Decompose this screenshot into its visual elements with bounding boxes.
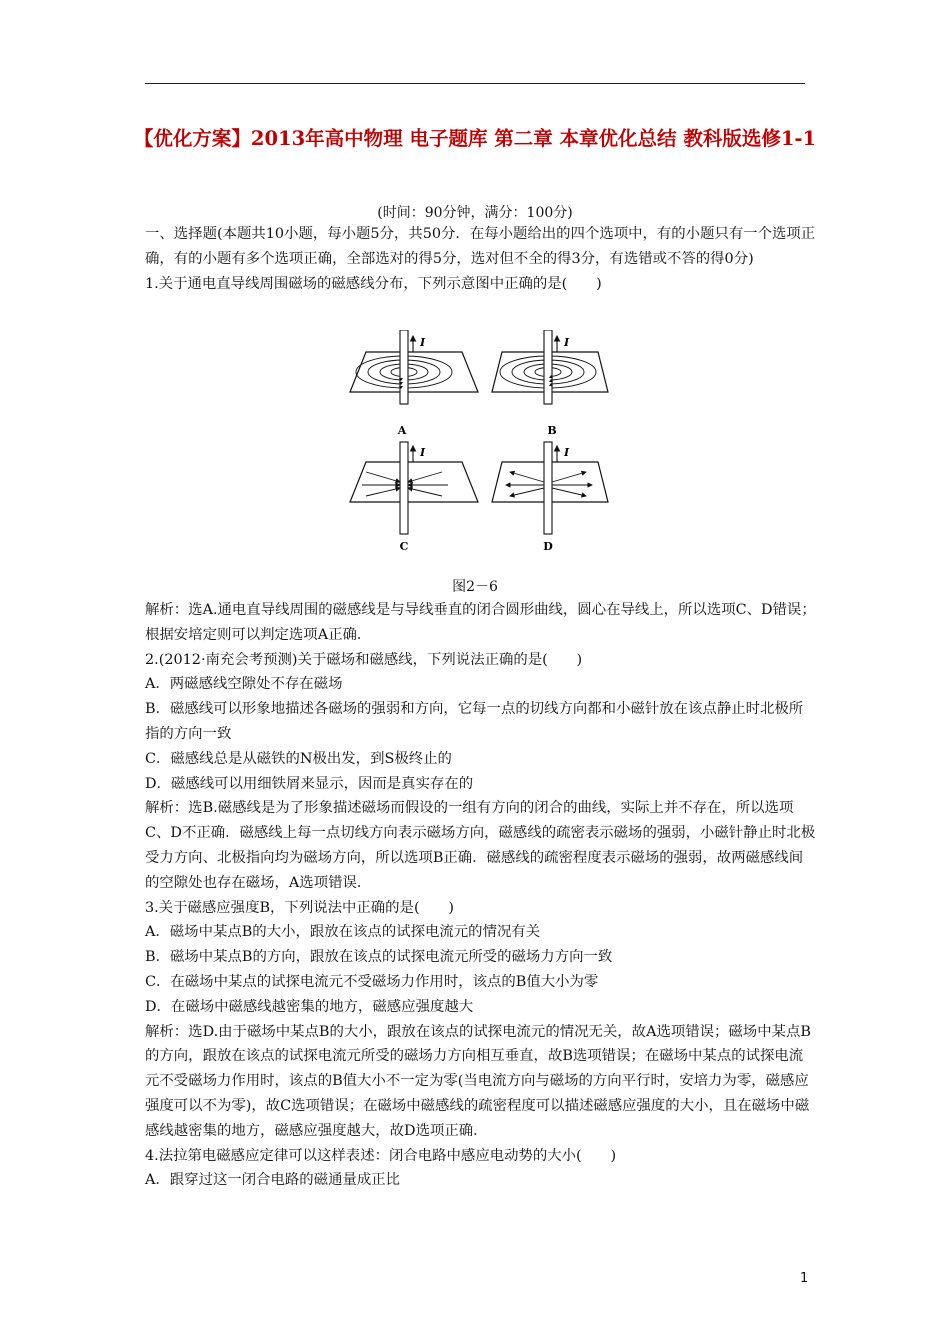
question-1: 1.关于通电直导线周围磁场的磁感线分布，下列示意图中正确的是( ): [145, 275, 602, 292]
panel-label-c: C: [399, 540, 409, 553]
time-score-line: (时间：90分钟，满分：100分): [377, 205, 573, 221]
q3-option-c: C．在磁场中某点的试探电流元不受磁场力作用时，该点的B值大小为零: [145, 973, 599, 990]
question-3: 3.关于磁感应强度B，下列说法中正确的是( ): [145, 899, 454, 916]
current-label-c: I: [420, 446, 426, 459]
answer-2: 解析：选B.磁感线是为了形象描述磁场而假设的一组有方向的闭合的曲线，实际上并不存在，所以选项C、D不正确．磁感线上每一点切线方向表示磁场方向，磁感线的疏密表示磁场的强弱，小磁针静止时北极受力方向、北极指向均为磁场方向，所以选项B正确．磁感线的疏密程度表示磁场的强弱，故两磁感线间的空隙处也存在磁场，A选项错误．: [145, 800, 816, 891]
q2-option-b: B．磁感线可以形象地描述各磁场的强弱和方向，它每一点的切线方向都和小磁针放在该点静止时北极所指的方向一致: [145, 701, 804, 742]
document-title: 【优化方案】2013年高中物理 电子题库 第二章 本章优化总结 教科版选修1-1: [133, 127, 817, 150]
q3-option-d: D．在磁场中磁感线越密集的地方，磁感应强度越大: [145, 998, 474, 1015]
q4-option-a: A．跟穿过这一闭合电路的磁通量成正比: [145, 1172, 401, 1189]
current-label-d: I: [564, 446, 570, 459]
header-rule: [145, 83, 805, 84]
figure-caption: 图2－6: [452, 579, 498, 595]
section-instructions: 一、选择题(本题共10小题，每小题5分，共50分．在每小题给出的四个选项中，有的小题只有一个选项正确，有的小题有多个选项正确，全部选对的得5分，选对但不全的得3分，有选错或不答的得0分): [145, 226, 816, 267]
current-label-a: I: [420, 336, 426, 349]
q2-option-a: A．两磁感线空隙处不存在磁场: [145, 676, 343, 693]
panel-a: [350, 330, 478, 437]
q2-option-d: D．磁感线可以用细铁屑来显示，因而是真实存在的: [145, 775, 474, 792]
panel-label-b: B: [547, 424, 557, 437]
panel-label-a: A: [397, 424, 407, 437]
panel-b: [492, 330, 608, 437]
intro-block: [145, 222, 817, 296]
questions-block: [145, 598, 817, 1193]
q3-option-b: B．磁场中某点B的方向，跟放在该点的试探电流元所受的磁场力方向一致: [145, 949, 613, 966]
magnetic-field-figure: [344, 330, 610, 556]
panel-d: [492, 442, 608, 553]
answer-3: 解析：选D.由于磁场中某点B的大小，跟放在该点的试探电流元的情况无关，故A选项错误；磁场中某点B的方向，跟放在该点的试探电流元所受的磁场力方向相互垂直，故B选项错误；在磁场中某点的试探电流元不受磁场力作用时，该点的B值大小不一定为零(当电流方向与磁场的方向平行时，安培力为零，磁感应强度可以不为零)，故C选项错误；在磁场中磁感线的疏密程度可以描述磁感应强度的大小，且在磁场中磁感线越密集的地方，磁感应强度越大，故D选项正确．: [145, 1023, 811, 1139]
question-2: 2.(2012·南充会考预测)关于磁场和磁感线，下列说法正确的是( ): [145, 651, 583, 668]
page-number: 1: [800, 1271, 809, 1286]
panel-c: [350, 442, 478, 553]
panel-label-d: D: [543, 540, 553, 553]
q3-option-a: A．磁场中某点B的大小，跟放在该点的试探电流元的情况有关: [145, 924, 541, 941]
current-label-b: I: [564, 336, 570, 349]
answer-1: 解析：选A.通电直导线周围的磁感线是与导线垂直的闭合圆形曲线，圆心在导线上，所以选项C、D错误；根据安培定则可以判定选项A正确．: [145, 602, 816, 643]
question-4: 4.法拉第电磁感应定律可以这样表述：闭合电路中感应电动势的大小( ): [145, 1147, 617, 1164]
q2-option-c: C．磁感线总是从磁铁的N极出发，到S极终止的: [145, 750, 452, 767]
